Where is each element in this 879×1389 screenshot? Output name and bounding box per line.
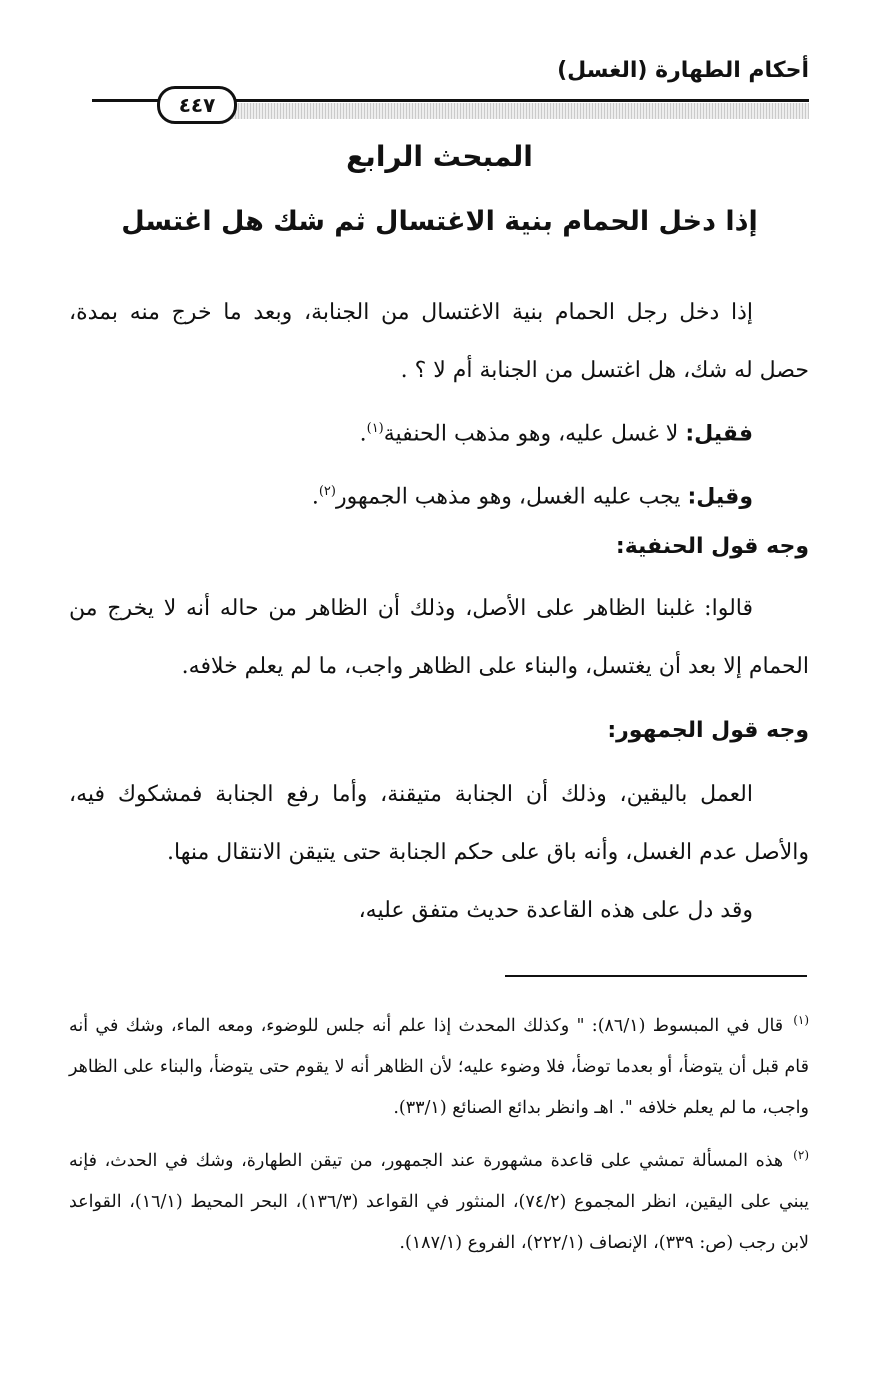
footnote-text: هذه المسألة تمشي على قاعدة مشهورة عند الجمهور، من تيقن الطهارة، وشك في الحدث، فإنه يبني على اليقين، انظر المجموع (٧٤/٢)، المنثور في القواعد (١٣٦/٣)، البحر المحيط (١٦/١)، القواعد لابن رجب (ص: ٣٣٩)، الإنصاف (٢٢٢/١)، الفروع (١٨٧/١).: [69, 1150, 809, 1253]
running-title: أحكام الطهارة (الغسل): [557, 58, 809, 83]
page-number-badge: [157, 86, 237, 124]
main-title: إذا دخل الحمام بنية الاغتسال ثم شك هل اغتسل: [121, 206, 758, 237]
jumhur-paragraph: العمل باليقين، وذلك أن الجنابة متيقنة، وأما رفع الجنابة فمشكوك فيه، والأصل عدم الغسل، وأنه باق على حكم الجنابة حتى يتيقن الانتقال منها.: [69, 782, 809, 865]
intro-block: [69, 284, 809, 527]
hanafi-block: [69, 580, 809, 696]
footnote-ref: (٢): [318, 484, 336, 500]
opinion-text: لا غسل عليه، وهو مذهب الحنفية: [383, 421, 686, 447]
jumhur-paragraph-2: وقد دل على هذه القاعدة حديث متفق عليه،: [358, 898, 753, 923]
opinion-text: يجب عليه الغسل، وهو مذهب الجمهور: [335, 484, 688, 510]
footnote-text: قال في المبسوط (٨٦/١): " وكذلك المحدث إذا علم أنه جلس للوضوء، ومعه الماء، وشك في أنه قام قبل أن يتوضأ، أو بعدما توضأ، فلا وضوء عليه؛ لأن الظاهر أنه لا يقوم حتى يتوضأ، والبناء على الظاهر واجب، ما لم يعلم خلافه ". اهـ وانظر بدائع الصنائع (٣٣/١).: [69, 1015, 809, 1118]
footnote-2: [69, 1135, 809, 1264]
hanafi-paragraph: قالوا: غلبنا الظاهر على الأصل، وذلك أن الظاهر من حاله أنه لا يخرج من الحمام إلا بعد أن يغتسل، والبناء على الظاهر واجب، ما لم يعلم خلافه.: [69, 596, 809, 679]
page-number: ٤٤٧: [178, 93, 216, 117]
header-shading: [232, 103, 809, 119]
footnote-1: [69, 1000, 809, 1129]
hanafi-heading: وجه قول الحنفية:: [615, 534, 809, 559]
footnote-ref: (١): [366, 421, 384, 436]
footnotes: [69, 1000, 809, 1270]
footnote-rule: [505, 975, 807, 977]
footnote-number: (٢): [793, 1147, 809, 1162]
jumhur-block: [69, 766, 809, 940]
opinion-end: .: [359, 421, 367, 447]
opinion-label: وقيل:: [687, 484, 753, 510]
opinion-jumhur: [69, 463, 809, 526]
footnote-number: (١): [793, 1013, 810, 1027]
opinion-label: فقيل:: [685, 421, 753, 447]
opinion-hanafi: [69, 400, 809, 463]
intro-paragraph: إذا دخل رجل الحمام بنية الاغتسال من الجنابة، وبعد ما خرج منه بمدة، حصل له شك، هل اغتسل من الجنابة أم لا ؟ .: [69, 300, 809, 383]
opinion-end: .: [311, 484, 319, 510]
jumhur-heading: وجه قول الجمهور:: [607, 718, 809, 743]
section-title: المبحث الرابع: [346, 140, 533, 173]
